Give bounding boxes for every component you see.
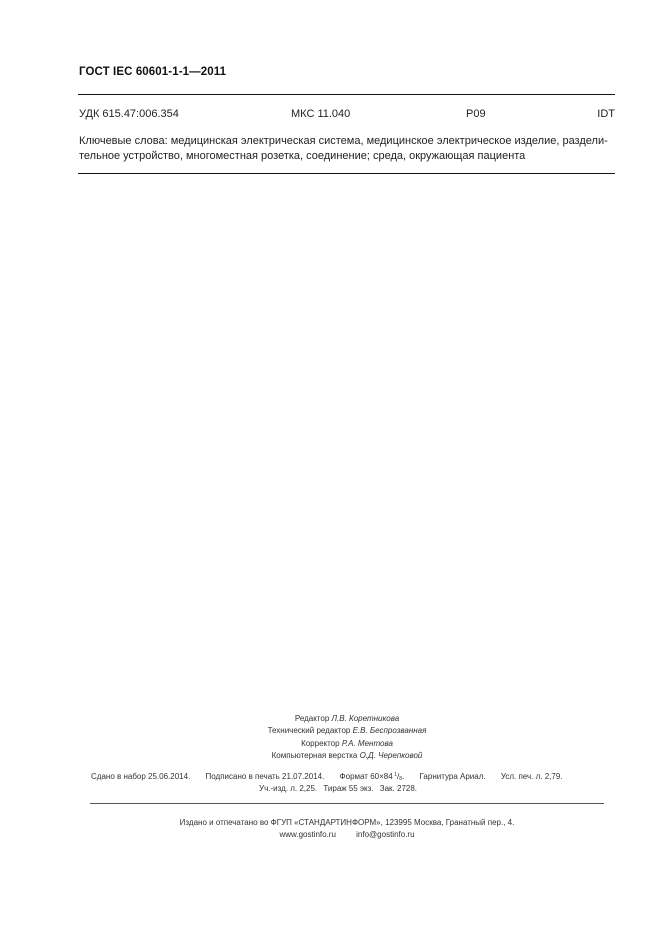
format-denominator: 8 bbox=[399, 776, 403, 782]
credits-block bbox=[200, 713, 494, 762]
publisher-address: Издано и отпечатано во ФГУП «СТАНДАРТИНФОРМ», 123995 Москва, Гранатный пер., 4. bbox=[179, 818, 515, 827]
keywords-paragraph bbox=[79, 134, 617, 163]
paper-format: Формат 60×84 $^1/_8$. bbox=[339, 772, 405, 782]
submitted-date: Сдано в набор 25.06.2014. bbox=[91, 772, 191, 781]
credit-person: О.Д. Черепковой bbox=[359, 750, 423, 760]
circulation: Тираж 55 экз. bbox=[323, 784, 374, 793]
credit-role: Редактор bbox=[294, 714, 330, 723]
publisher-website-link[interactable]: www.gostinfo.ru bbox=[279, 830, 336, 839]
publication-sheets: Уч.-изд. л. 2,25. bbox=[259, 784, 318, 793]
imprint-line-1 bbox=[91, 772, 576, 782]
order-number: Зак. 2728. bbox=[379, 784, 418, 793]
credit-person: Л.В. Коретникова bbox=[331, 714, 400, 723]
publisher-email-link[interactable]: info@gostinfo.ru bbox=[356, 830, 415, 839]
format-suffix: . bbox=[402, 772, 405, 781]
keywords-text: Ключевые слова: медицинская электрическая система, медицинское электрическое изделие, раздели- тельное устройство, многоместная розетка, соединение; среда, окружающая пациента bbox=[79, 135, 608, 162]
classification-row bbox=[79, 108, 615, 122]
mks-code: МКС 11.040 bbox=[291, 108, 351, 120]
format-label: Формат 60×84 bbox=[339, 772, 393, 781]
top-divider bbox=[78, 94, 615, 95]
format-numerator: 1 bbox=[394, 772, 398, 778]
credit-role: Технический редактор bbox=[267, 726, 351, 736]
typeface: Гарнитура Ариал. bbox=[419, 772, 486, 781]
okp-code: Р09 bbox=[466, 108, 486, 120]
document-standard-title: ГОСТ IEC 60601-1-1—2011 bbox=[79, 66, 227, 78]
signed-date: Подписано в печать 21.07.2014. bbox=[205, 772, 325, 781]
imprint-line-2 bbox=[259, 784, 421, 793]
equivalence-degree: IDT bbox=[597, 108, 615, 120]
print-sheets: Усл. печ. л. 2,79. bbox=[500, 772, 563, 781]
credit-tech-editor bbox=[200, 725, 494, 737]
credit-layout bbox=[200, 750, 494, 762]
credit-editor bbox=[200, 713, 494, 725]
credit-person: Е.В. Беспрозванная bbox=[352, 726, 427, 736]
udk-code: УДК 615.47:006.354 bbox=[79, 108, 179, 120]
imprint-divider bbox=[90, 803, 604, 804]
publisher-contacts bbox=[100, 830, 594, 839]
keywords-divider bbox=[78, 173, 615, 174]
credit-person: Р.А. Ментова bbox=[341, 738, 393, 748]
credit-role: Корректор bbox=[301, 738, 340, 748]
credit-proofreader bbox=[200, 738, 494, 750]
credit-role: Компьютерная верстка bbox=[271, 750, 358, 760]
